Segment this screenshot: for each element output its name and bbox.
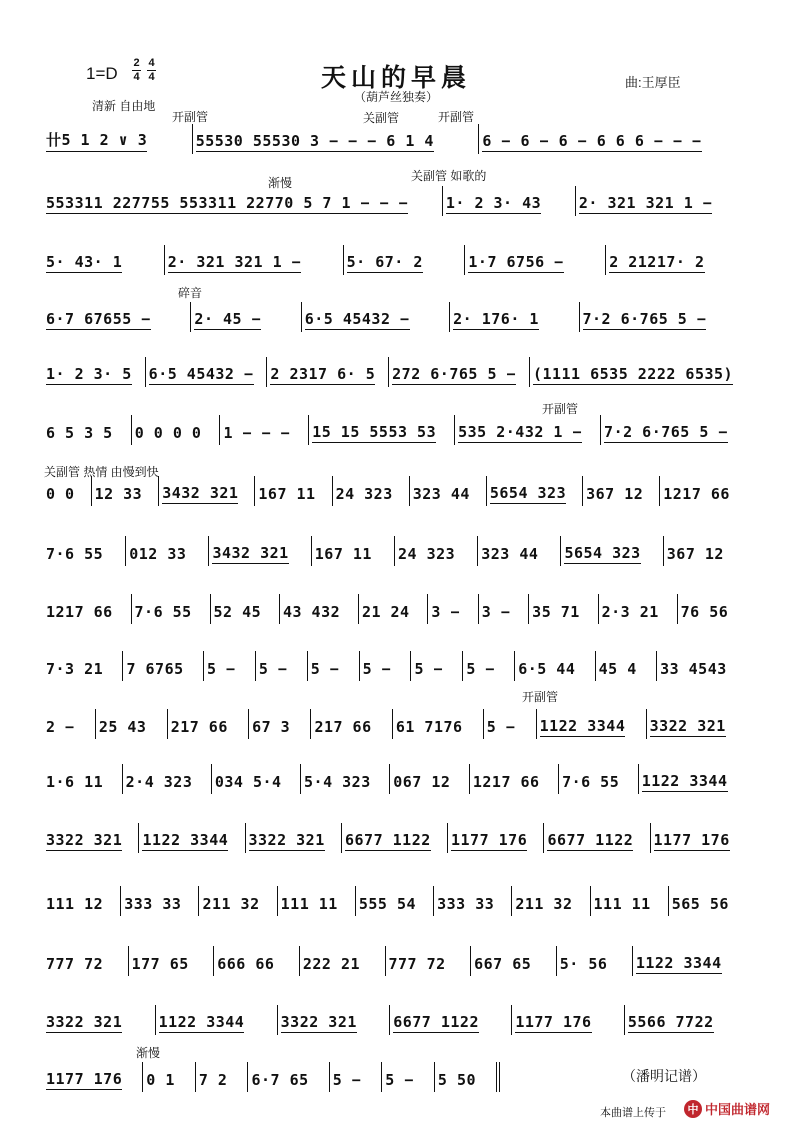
measure-notes: 2 − [46, 718, 75, 736]
score-measure [529, 357, 746, 387]
measure-notes: 45 4 [598, 660, 637, 678]
score-measure [595, 651, 656, 681]
score-measure [409, 476, 486, 506]
score-measure [650, 823, 746, 853]
measure-notes: 7 2 [198, 1071, 228, 1089]
score-measure [255, 651, 307, 681]
performance-marking: 关副管 [363, 111, 400, 125]
time-signature: $\frac{2}{4}$ [133, 57, 140, 83]
score-measure [44, 415, 131, 445]
score-measure [44, 245, 164, 275]
measure-notes: 167 11 [314, 545, 372, 563]
measure-notes: 1217 66 [663, 485, 730, 503]
measure-notes: 1122 3344 [158, 1013, 245, 1031]
measure-notes: 367 12 [586, 485, 644, 503]
measure-notes: 5 − [385, 1071, 414, 1089]
score-line [44, 357, 746, 387]
score-measure [300, 764, 389, 794]
measure-notes: 777 72 [46, 955, 104, 973]
score-measure [311, 536, 394, 566]
measure-notes: 6·5 45432 − [304, 310, 410, 328]
score-measure [192, 124, 479, 154]
measure-notes: 3322 321 [46, 831, 123, 849]
measure-notes: 5· 56 [559, 955, 608, 973]
score-line [44, 594, 746, 624]
score-line [44, 124, 746, 154]
measure-notes: 7·6 55 [46, 545, 104, 563]
score-measure [659, 476, 746, 506]
measure-notes: 15 15 5553 53 [312, 423, 437, 441]
measure-notes: 24 323 [398, 545, 456, 563]
measure-notes: 1122 3344 [641, 772, 728, 790]
measure-notes: 5· 43· 1 [46, 253, 123, 271]
measure-notes: 6·5 45432 − [148, 365, 254, 383]
measure-notes: 1 − − − [223, 424, 291, 442]
score-measure [389, 1005, 511, 1035]
measure-notes: 1217 66 [46, 603, 113, 621]
score-measure [329, 1062, 382, 1092]
score-measure [208, 536, 310, 566]
score-measure [434, 1062, 500, 1092]
score-measure [44, 357, 145, 387]
score-measure [394, 536, 477, 566]
measure-notes: 6677 1122 [547, 831, 634, 849]
measure-notes: 25 43 [98, 718, 147, 736]
score-measure [122, 651, 202, 681]
performance-marking: 渐慢 [136, 1046, 161, 1060]
score-measure [543, 823, 649, 853]
measure-notes: 535 2·432 1 − [458, 423, 583, 441]
score-measure [646, 709, 746, 739]
score-measure [122, 764, 211, 794]
measure-notes: 12 33 [94, 485, 143, 503]
score-measure [44, 1062, 142, 1092]
measure-notes: 0 1 [146, 1071, 175, 1089]
score-measure [638, 764, 746, 794]
score-measure [427, 594, 477, 624]
score-measure [308, 415, 454, 445]
measure-notes: 3432 321 [212, 544, 289, 562]
measure-notes: 012 33 [129, 545, 187, 563]
measure-notes: 5 − [414, 660, 444, 678]
measure-notes: 217 66 [170, 718, 228, 736]
score-measure [155, 1005, 277, 1035]
measure-notes: 7·6 55 [134, 603, 192, 621]
score-line [44, 476, 746, 506]
score-measure [433, 886, 511, 916]
score-measure [301, 302, 449, 332]
measure-notes: 2·3 21 [601, 603, 659, 621]
score-measure [478, 594, 528, 624]
measure-notes: 333 33 [437, 895, 495, 913]
score-measure [91, 476, 159, 506]
score-measure [392, 709, 483, 739]
score-measure [299, 946, 385, 976]
measure-notes: 61 7176 [395, 718, 463, 736]
score-measure [332, 476, 409, 506]
measure-notes: 67 3 [252, 718, 291, 736]
performance-marking: 渐慢 [268, 176, 293, 190]
score-measure [341, 823, 447, 853]
measure-notes: 6677 1122 [393, 1013, 479, 1031]
measure-notes: 5 50 [437, 1071, 477, 1089]
score-measure [558, 764, 638, 794]
score-measure [145, 357, 267, 387]
time-signature: $\frac{4}{4}$ [148, 57, 155, 83]
measure-notes: 2·4 323 [125, 773, 193, 791]
measure-notes: 1177 176 [515, 1013, 592, 1031]
score-measure [632, 946, 746, 976]
score-measure [128, 946, 214, 976]
score-measure [388, 357, 529, 387]
measure-notes: 5 − [206, 660, 236, 678]
measure-notes: 24 323 [335, 485, 393, 503]
measure-notes: 5 − [362, 660, 392, 678]
score-measure [44, 823, 138, 853]
score-measure [245, 823, 341, 853]
score-measure [385, 946, 471, 976]
measure-notes: 5·4 323 [304, 773, 371, 791]
logo-text: 中国曲谱网 [705, 1103, 771, 1118]
measure-notes: 6·7 65 [251, 1071, 309, 1089]
score-measure [248, 709, 310, 739]
score-measure [668, 886, 746, 916]
measure-notes: 2 21217· 2 [609, 253, 705, 271]
performance-marking: 开副管 [542, 402, 579, 416]
score-measure [590, 886, 668, 916]
performance-marking: 关副管 如歌的 [411, 169, 487, 183]
score-measure [464, 245, 605, 275]
measure-notes: 1177 176 [46, 1070, 123, 1088]
measure-notes: 565 56 [671, 895, 729, 913]
score-measure [277, 1005, 390, 1035]
score-measure [195, 1062, 248, 1092]
score-measure [469, 764, 558, 794]
score-measure [44, 651, 122, 681]
score-measure [44, 886, 120, 916]
measure-notes: 667 65 [474, 955, 532, 973]
score-measure [190, 302, 300, 332]
measure-notes: 0 0 0 0 [134, 424, 202, 442]
measure-notes: 272 6·765 5 − [392, 365, 517, 383]
score-measure [656, 651, 746, 681]
score-measure [600, 415, 746, 445]
score-measure [677, 594, 746, 624]
measure-notes: 1122 3344 [539, 717, 626, 735]
measure-notes: 323 44 [481, 545, 539, 563]
score-measure [483, 709, 536, 739]
score-measure [219, 415, 308, 445]
measure-notes: 7·3 21 [46, 660, 104, 678]
score-measure [624, 1005, 746, 1035]
score-measure [44, 764, 122, 794]
logo-icon: 中 [684, 1100, 702, 1118]
score-measure [528, 594, 597, 624]
performance-marking: 碎音 [178, 286, 203, 300]
score-measure [44, 946, 128, 976]
measure-notes: 5566 7722 [627, 1013, 714, 1031]
score-measure [44, 709, 95, 739]
measure-notes: 3322 321 [248, 831, 325, 849]
score-line [44, 302, 746, 332]
score-measure [477, 536, 560, 566]
score-measure [211, 764, 300, 794]
measure-notes: 6677 1122 [344, 831, 431, 849]
score-measure [44, 302, 190, 332]
score-measure [247, 1062, 328, 1092]
score-measure [343, 245, 465, 275]
score-measure [449, 302, 578, 332]
measure-notes: 3322 321 [46, 1013, 123, 1031]
measure-notes: 0 0 [46, 485, 75, 503]
score-measure [410, 651, 462, 681]
measure-notes: 367 12 [666, 545, 724, 563]
measure-notes: 067 12 [393, 773, 451, 791]
measure-notes: 5 − [258, 660, 288, 678]
measure-notes: 3 − [481, 603, 511, 621]
score-measure [203, 651, 255, 681]
score-line [44, 823, 746, 853]
upload-note: 本曲谱上传于 [600, 1107, 666, 1119]
measure-notes: 217 66 [314, 718, 372, 736]
score-line [44, 709, 746, 739]
measure-notes: 777 72 [388, 955, 446, 973]
composer: 曲:王厚臣 [625, 75, 681, 90]
score-measure [598, 594, 677, 624]
measure-notes: 35 71 [532, 603, 580, 621]
site-logo[interactable] [684, 1099, 770, 1118]
score-measure [277, 886, 355, 916]
score-measure [167, 709, 248, 739]
score-measure [579, 302, 746, 332]
score-measure [514, 651, 594, 681]
score-measure [44, 186, 442, 216]
measure-notes: 177 65 [131, 955, 189, 973]
measure-notes: 2· 176· 1 [453, 310, 539, 328]
score-measure [605, 245, 746, 275]
measure-notes: 553311 227755 553311 22770 5 7 1 − − − [46, 194, 409, 212]
measure-notes: 2· 45 − [194, 310, 262, 328]
measure-notes: 3432 321 [162, 484, 239, 502]
measure-notes: 1·7 6756 − [468, 253, 564, 271]
score-measure [582, 476, 659, 506]
measure-notes: 1177 176 [653, 831, 730, 849]
measure-notes: 5654 323 [489, 484, 567, 502]
score-measure [663, 536, 746, 566]
measure-notes: 卄5 1 2 ∨ 3 [46, 129, 147, 152]
performance-marking: 关副管 热情 由慢到快 [44, 465, 159, 479]
measure-notes: 5 − [332, 1071, 362, 1089]
measure-notes: 6 5 3 5 [46, 424, 113, 442]
measure-notes: 3322 321 [280, 1013, 357, 1031]
score-measure [359, 651, 411, 681]
performance-marking: 开副管 [522, 690, 559, 704]
measure-notes: 1·6 11 [46, 773, 104, 791]
score-measure [462, 651, 514, 681]
performance-marking: 开副管 [438, 110, 475, 124]
measure-notes: 6·5 44 [518, 660, 576, 678]
score-measure [125, 536, 208, 566]
score-measure [478, 124, 746, 154]
score-measure [279, 594, 358, 624]
score-measure [486, 476, 582, 506]
score-line [44, 764, 746, 794]
measure-notes: (1111 6535 2222 6535) [532, 365, 734, 383]
measure-notes: 666 66 [217, 955, 275, 973]
measure-notes: 7·2 6·765 5 − [604, 423, 728, 441]
measure-notes: 2· 321 321 1 − [167, 253, 302, 271]
score-measure [164, 245, 343, 275]
measure-notes: 323 44 [412, 485, 470, 503]
measure-notes: 222 21 [302, 955, 361, 973]
score-measure [454, 415, 600, 445]
score-measure [44, 1005, 155, 1035]
score-measure [511, 886, 589, 916]
score-measure [44, 124, 192, 154]
score-measure [131, 594, 210, 624]
song-subtitle: （葫芦丝独奏） [353, 90, 438, 104]
score-measure [307, 651, 359, 681]
score-measure [158, 476, 254, 506]
measure-notes: 555 54 [358, 895, 417, 913]
score-line [44, 186, 746, 216]
score-line [44, 536, 746, 566]
measure-notes: 5 − [310, 660, 340, 678]
measure-notes: 21 24 [361, 603, 410, 621]
measure-notes: 43 432 [282, 603, 341, 621]
measure-notes: 5 − [486, 718, 516, 736]
score-measure [310, 709, 391, 739]
measure-notes: 3322 321 [649, 717, 726, 735]
measure-notes: 1177 176 [451, 831, 528, 849]
score-measure [575, 186, 746, 216]
measure-notes: 33 4543 [660, 660, 727, 678]
score-measure [442, 186, 575, 216]
key-signature: 1=D [86, 64, 118, 83]
score-measure [213, 946, 299, 976]
score-measure [142, 1062, 195, 1092]
measure-notes: 211 32 [515, 895, 573, 913]
score-line [44, 415, 746, 445]
score-measure [355, 886, 433, 916]
song-title: 天山的早晨 [320, 63, 471, 92]
score-line [44, 651, 746, 681]
measure-notes: 2 2317 6· 5 [270, 365, 376, 383]
score-measure [511, 1005, 624, 1035]
score-measure [131, 415, 220, 445]
measure-notes: 3 − [431, 603, 460, 621]
score-measure [95, 709, 167, 739]
score-line [44, 946, 746, 976]
measure-notes: 76 56 [680, 603, 729, 621]
score-measure [138, 823, 244, 853]
measure-notes: 55530 55530 3 − − − 6 1 4 [195, 132, 434, 150]
measure-notes: 1· 2 3· 5 [46, 365, 132, 383]
score-measure [44, 536, 125, 566]
measure-notes: 1· 2 3· 43 [445, 194, 542, 212]
score-measure [536, 709, 646, 739]
measure-notes: 111 12 [46, 895, 104, 913]
score-measure [560, 536, 662, 566]
measure-notes: 6 − 6 − 6 − 6 6 6 − − − [482, 132, 702, 150]
measure-notes: 2· 321 321 1 − [578, 194, 713, 212]
score-line [44, 245, 746, 275]
score-measure [266, 357, 388, 387]
score-line [44, 886, 746, 916]
score-measure [358, 594, 427, 624]
measure-notes: 211 32 [202, 895, 260, 913]
score-measure [389, 764, 469, 794]
measure-notes: 111 11 [593, 895, 651, 913]
score-measure [198, 886, 276, 916]
measure-notes: 52 45 [213, 603, 262, 621]
score-measure [254, 476, 331, 506]
score-measure [44, 476, 91, 506]
score-line [44, 1005, 746, 1035]
measure-notes: 167 11 [258, 485, 316, 503]
measure-notes: 1217 66 [472, 773, 540, 791]
transcriber-credit: （潘明记谱） [622, 1068, 706, 1084]
measure-notes: 111 11 [280, 895, 338, 913]
score-measure [120, 886, 198, 916]
measure-notes: 1122 3344 [142, 831, 229, 849]
measure-notes: 5 − [466, 660, 495, 678]
score-measure [210, 594, 279, 624]
performance-marking: 开副管 [172, 110, 209, 124]
score-measure [470, 946, 556, 976]
tempo-marking: 清新 自由地 [92, 99, 156, 113]
measure-notes: 034 5·4 [214, 773, 282, 791]
score-line [44, 1062, 504, 1092]
score-measure [381, 1062, 434, 1092]
measure-notes: 7·2 6·765 5 − [582, 310, 707, 328]
measure-notes: 6·7 67655 − [46, 310, 151, 328]
measure-notes: 1122 3344 [635, 954, 722, 972]
score-measure [556, 946, 632, 976]
score-measure [44, 594, 131, 624]
measure-notes: 7·6 55 [562, 773, 620, 791]
measure-notes: 5654 323 [564, 544, 641, 562]
score-measure [447, 823, 543, 853]
measure-notes: 5· 67· 2 [346, 253, 423, 271]
measure-notes: 7 6765 [126, 660, 184, 678]
measure-notes: 333 33 [124, 895, 182, 913]
